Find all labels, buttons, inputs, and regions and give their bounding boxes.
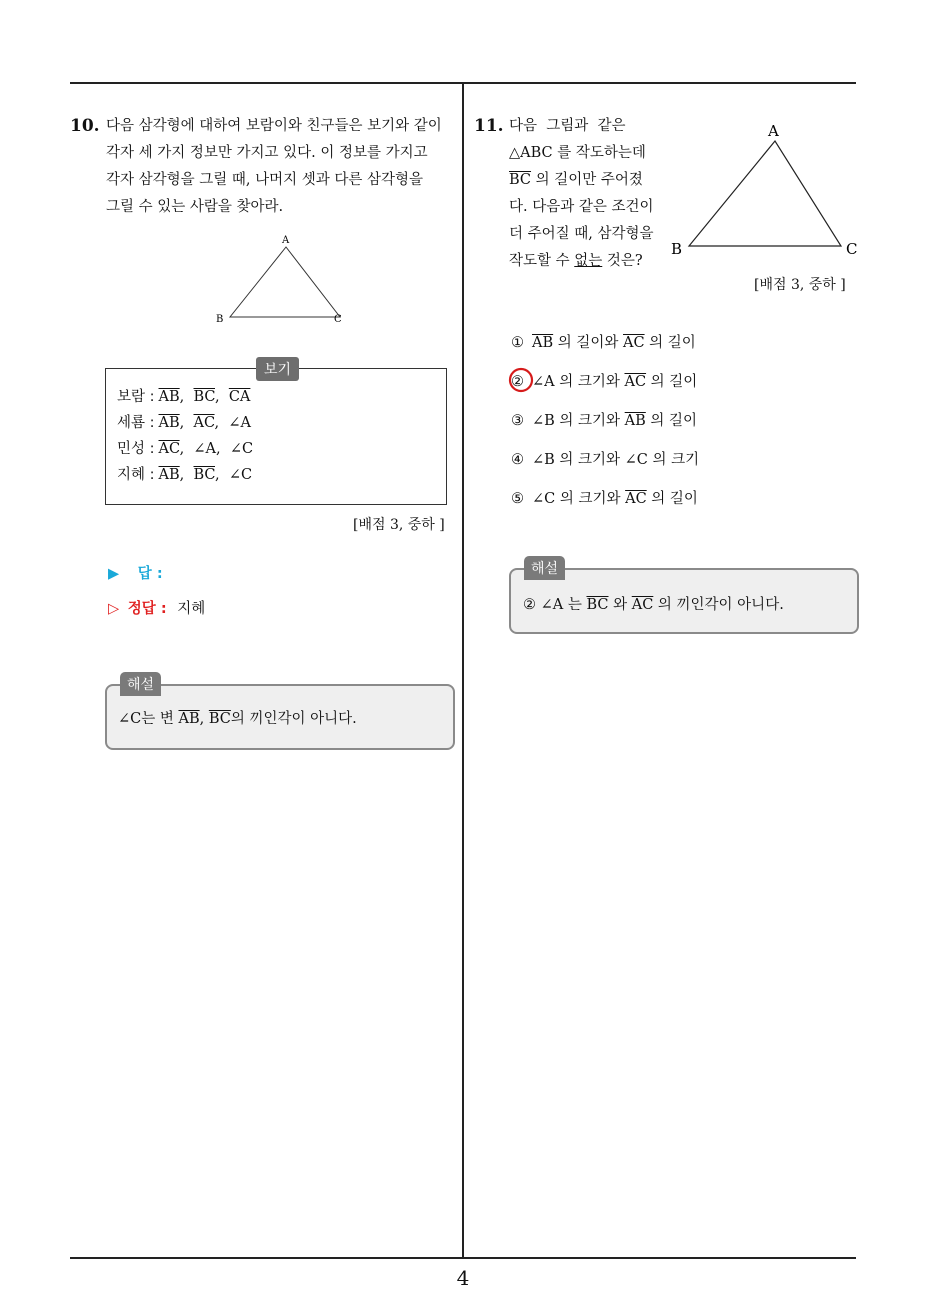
column-divider [462,83,464,1258]
q11-emphasis-word: 없는 [574,253,603,269]
q11-text-line: △ABC 를 작도하는데 [509,145,646,161]
bogi-entry: 보람 : $\overline{AB}$, $\overline{BC}$, $\overline{CA}$ [117,389,251,405]
q10-label-c: C [334,314,342,325]
q11-text-line: 더 주어질 때, 삼각형을 [509,226,654,242]
bogi-item: $\overline{AB}$ [158,467,180,483]
q11-option-2[interactable] [511,370,699,409]
q11-explanation-title: 해설 [524,556,565,580]
q10-text-line: 그릴 수 있는 사람을 찾아라. [106,199,284,215]
q11-option-4[interactable] [511,448,699,487]
q11-label-c: C [846,240,858,258]
q10-triangle-figure [210,230,350,325]
q11-text-line: $\overline{BC}$ 의 길이만 주어졌 [509,172,643,188]
option-text: 의 길이와 [553,335,623,351]
option-text: $\overline{AC}$ [625,491,647,507]
q10-label-a: A [282,235,290,246]
bogi-item: $\overline{BC}$ [193,467,215,483]
q10-text-line: 각자 삼각형을 그릴 때, 나머지 셋과 다른 삼각형을 [106,172,424,188]
bogi-item: ∠A [193,441,217,457]
option-number: ④ [511,452,524,468]
q11-triangle-figure [665,118,865,260]
q11-options-list [511,331,699,526]
bogi-person-name: 보람 : [117,389,155,405]
option-number: ① [511,335,524,351]
q11-text-line: 다. 다음과 같은 조건이 [509,199,654,215]
q10-correct-row [108,597,205,618]
option-number: ③ [511,413,524,429]
page-number: 4 [456,1266,470,1290]
bogi-item: $\overline{BC}$ [193,389,215,405]
bogi-box [105,368,447,505]
q11-option-5[interactable] [511,487,699,526]
q11-triangle [689,141,841,246]
q10-answer-row [108,562,163,583]
option-number: ⑤ [511,491,524,507]
q11-explanation-text: ② ∠A 는 $\overline{BC}$ 와 $\overline{AC}$ 의 끼인각이 아니다. [523,597,784,613]
q10-triangle [230,247,340,317]
bogi-list [117,384,253,488]
bogi-item: $\overline{AC}$ [158,441,180,457]
bogi-person-name: 지혜 : [117,467,155,483]
option-text: ∠A 의 크기와 [532,374,625,390]
q11-option-3[interactable] [511,409,699,448]
bogi-title: 보기 [256,357,299,381]
q11-text-line: 작도할 수 없는 것은? [509,253,643,269]
option-text: 의 길이 [645,413,698,429]
q11-label-a: A [768,122,779,140]
option-text: 의 길이 [646,491,698,507]
q10-explanation-title: 해설 [120,672,161,696]
correct-marker-icon: ▷ [108,601,120,617]
option-text: 의 길이 [646,374,698,390]
option-number: ② [511,374,524,390]
bogi-person-name: 세룜 : [117,415,155,431]
option-text: ∠B 의 크기와 [532,413,625,429]
q11-score: [배점 3, 중하 ] [754,277,846,293]
q10-text-line: 다음 삼각형에 대하여 보람이와 친구들은 보기와 같이 [106,118,442,134]
option-text: $\overline{AC}$ [623,335,645,351]
bogi-item: ∠C [229,441,254,457]
bogi-entry: 민성 : $\overline{AC}$, ∠A, ∠C [117,441,254,457]
q11-option-1[interactable] [511,331,699,370]
option-text: $\overline{AC}$ [624,374,647,390]
bottom-rule [70,1257,856,1259]
option-text: ∠C 의 크기와 [532,491,626,507]
bogi-item: ∠A [228,415,251,431]
q10-question-text [106,113,456,221]
option-text: 의 길이 [644,335,696,351]
correct-label: 정답 : [127,601,167,617]
q11-text-line: 다음 그림과 같은 [509,118,626,134]
q11-label-b: B [671,240,683,258]
answer-marker-icon: ▶ [108,566,120,582]
option-text: ∠B 의 크기와 ∠C 의 크기 [532,452,700,468]
answer-label: 답 : [137,566,163,582]
bogi-item: $\overline{AB}$ [158,415,180,431]
bogi-item: $\overline{CA}$ [228,389,251,405]
q10-text-line: 각자 세 가지 정보만 가지고 있다. 이 정보를 가지고 [106,145,428,161]
option-text: $\overline{AB}$ [532,335,554,351]
bogi-person-name: 민성 : [117,441,155,457]
bogi-item: $\overline{AB}$ [158,389,180,405]
correct-value: 지혜 [177,601,206,617]
bogi-entry: 지혜 : $\overline{AB}$, $\overline{BC}$, ∠C [117,467,253,483]
q10-number: 10. [70,116,100,136]
q10-explanation-text: ∠C는 변 $\overline{AB}$, $\overline{BC}$의 끼인각이 아니다. [118,711,357,727]
q11-number: 11. [474,116,504,136]
bogi-item: ∠C [228,467,253,483]
bogi-item: $\overline{AC}$ [193,415,215,431]
q11-overline-bc: $\overline{BC}$ [509,172,532,188]
option-text: $\overline{AB}$ [624,413,646,429]
bogi-entry: 세룜 : $\overline{AB}$, $\overline{AC}$, ∠A [117,415,251,431]
selected-circle-icon [507,366,535,394]
q11-question-text [509,113,659,275]
q10-label-b: B [216,314,224,325]
q10-score: [배점 3, 중하 ] [353,517,445,533]
